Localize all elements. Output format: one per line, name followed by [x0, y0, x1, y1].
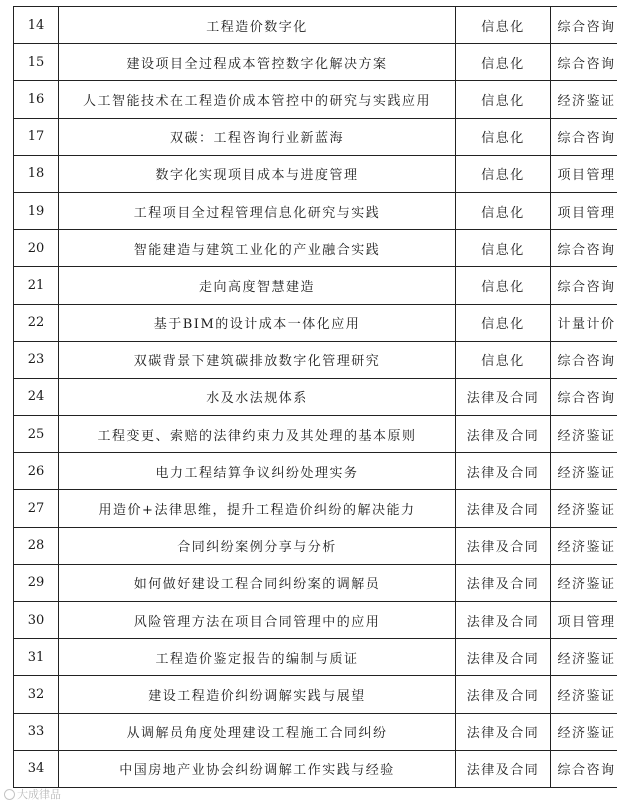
topic-title-cell: 智能建造与建筑工业化的产业融合实践 — [59, 230, 456, 267]
table-row — [14, 453, 617, 490]
category-cell: 法律及合同 — [456, 564, 551, 601]
topic-title-cell: 人工智能技术在工程造价成本管控中的研究与实践应用 — [59, 81, 456, 118]
table-row — [14, 304, 617, 341]
type-cell: 综合咨询 — [551, 750, 617, 787]
category-cell: 信息化 — [456, 230, 551, 267]
table-row — [14, 378, 617, 415]
table-row — [14, 639, 617, 676]
category-cell: 法律及合同 — [456, 527, 551, 564]
topic-table-container — [13, 6, 616, 788]
row-number-cell: 33 — [14, 713, 59, 750]
type-cell: 项目管理 — [551, 155, 617, 192]
topic-table-body — [14, 7, 617, 788]
category-cell: 信息化 — [456, 44, 551, 81]
table-row — [14, 192, 617, 229]
category-cell: 法律及合同 — [456, 416, 551, 453]
category-cell: 法律及合同 — [456, 453, 551, 490]
row-number-cell: 20 — [14, 230, 59, 267]
type-cell: 经济鉴证 — [551, 676, 617, 713]
topic-title-cell: 基于BIM的设计成本一体化应用 — [59, 304, 456, 341]
table-row — [14, 750, 617, 787]
topic-title-cell: 工程项目全过程管理信息化研究与实践 — [59, 192, 456, 229]
topic-title-cell: 中国房地产业协会纠纷调解工作实践与经验 — [59, 750, 456, 787]
type-cell: 计量计价 — [551, 304, 617, 341]
table-row — [14, 416, 617, 453]
category-cell: 法律及合同 — [456, 713, 551, 750]
row-number-cell: 15 — [14, 44, 59, 81]
row-number-cell: 32 — [14, 676, 59, 713]
topic-title-cell: 数字化实现项目成本与进度管理 — [59, 155, 456, 192]
row-number-cell: 23 — [14, 341, 59, 378]
category-cell: 法律及合同 — [456, 676, 551, 713]
category-cell: 信息化 — [456, 267, 551, 304]
category-cell: 信息化 — [456, 192, 551, 229]
table-row — [14, 230, 617, 267]
type-cell: 经济鉴证 — [551, 490, 617, 527]
topic-title-cell: 工程造价鉴定报告的编制与质证 — [59, 639, 456, 676]
row-number-cell: 21 — [14, 267, 59, 304]
row-number-cell: 17 — [14, 118, 59, 155]
type-cell: 综合咨询 — [551, 118, 617, 155]
type-cell: 经济鉴证 — [551, 564, 617, 601]
topic-title-cell: 工程造价数字化 — [59, 7, 456, 44]
category-cell: 法律及合同 — [456, 750, 551, 787]
watermark-text: 大成律品 — [17, 788, 61, 801]
row-number-cell: 25 — [14, 416, 59, 453]
row-number-cell: 28 — [14, 527, 59, 564]
type-cell: 综合咨询 — [551, 378, 617, 415]
topic-title-cell: 用造价+法律思维，提升工程造价纠纷的解决能力 — [59, 490, 456, 527]
topic-title-cell: 建设项目全过程成本管控数字化解决方案 — [59, 44, 456, 81]
table-row — [14, 602, 617, 639]
row-number-cell: 26 — [14, 453, 59, 490]
type-cell: 经济鉴证 — [551, 713, 617, 750]
topic-title-cell: 从调解员角度处理建设工程施工合同纠纷 — [59, 713, 456, 750]
table-row — [14, 44, 617, 81]
type-cell: 综合咨询 — [551, 267, 617, 304]
category-cell: 法律及合同 — [456, 602, 551, 639]
row-number-cell: 18 — [14, 155, 59, 192]
row-number-cell: 34 — [14, 750, 59, 787]
row-number-cell: 16 — [14, 81, 59, 118]
type-cell: 项目管理 — [551, 192, 617, 229]
row-number-cell: 31 — [14, 639, 59, 676]
table-row — [14, 81, 617, 118]
type-cell: 综合咨询 — [551, 230, 617, 267]
table-row — [14, 713, 617, 750]
category-cell: 信息化 — [456, 81, 551, 118]
topic-title-cell: 建设工程造价纠纷调解实践与展望 — [59, 676, 456, 713]
row-number-cell: 19 — [14, 192, 59, 229]
topic-title-cell: 双碳：工程咨询行业新蓝海 — [59, 118, 456, 155]
type-cell: 综合咨询 — [551, 44, 617, 81]
topic-title-cell: 双碳背景下建筑碳排放数字化管理研究 — [59, 341, 456, 378]
topic-title-cell: 工程变更、索赔的法律约束力及其处理的基本原则 — [59, 416, 456, 453]
category-cell: 信息化 — [456, 155, 551, 192]
watermark — [4, 786, 61, 802]
topic-title-cell: 走向高度智慧建造 — [59, 267, 456, 304]
topic-title-cell: 如何做好建设工程合同纠纷案的调解员 — [59, 564, 456, 601]
type-cell: 项目管理 — [551, 602, 617, 639]
category-cell: 信息化 — [456, 7, 551, 44]
topic-title-cell: 合同纠纷案例分享与分析 — [59, 527, 456, 564]
category-cell: 法律及合同 — [456, 490, 551, 527]
table-row — [14, 490, 617, 527]
row-number-cell: 14 — [14, 7, 59, 44]
row-number-cell: 27 — [14, 490, 59, 527]
type-cell: 经济鉴证 — [551, 416, 617, 453]
category-cell: 法律及合同 — [456, 378, 551, 415]
type-cell: 综合咨询 — [551, 7, 617, 44]
topic-title-cell: 电力工程结算争议纠纷处理实务 — [59, 453, 456, 490]
category-cell: 法律及合同 — [456, 639, 551, 676]
table-row — [14, 7, 617, 44]
topic-title-cell: 水及水法规体系 — [59, 378, 456, 415]
table-row — [14, 267, 617, 304]
type-cell: 经济鉴证 — [551, 81, 617, 118]
type-cell: 经济鉴证 — [551, 639, 617, 676]
table-row — [14, 341, 617, 378]
category-cell: 信息化 — [456, 341, 551, 378]
type-cell: 综合咨询 — [551, 341, 617, 378]
row-number-cell: 24 — [14, 378, 59, 415]
table-row — [14, 155, 617, 192]
category-cell: 信息化 — [456, 304, 551, 341]
row-number-cell: 29 — [14, 564, 59, 601]
category-cell: 信息化 — [456, 118, 551, 155]
watermark-logo-icon — [4, 789, 15, 800]
topic-table — [13, 6, 617, 788]
table-row — [14, 527, 617, 564]
topic-title-cell: 风险管理方法在项目合同管理中的应用 — [59, 602, 456, 639]
type-cell: 经济鉴证 — [551, 453, 617, 490]
type-cell: 经济鉴证 — [551, 527, 617, 564]
table-row — [14, 564, 617, 601]
table-row — [14, 676, 617, 713]
table-row — [14, 118, 617, 155]
row-number-cell: 30 — [14, 602, 59, 639]
row-number-cell: 22 — [14, 304, 59, 341]
